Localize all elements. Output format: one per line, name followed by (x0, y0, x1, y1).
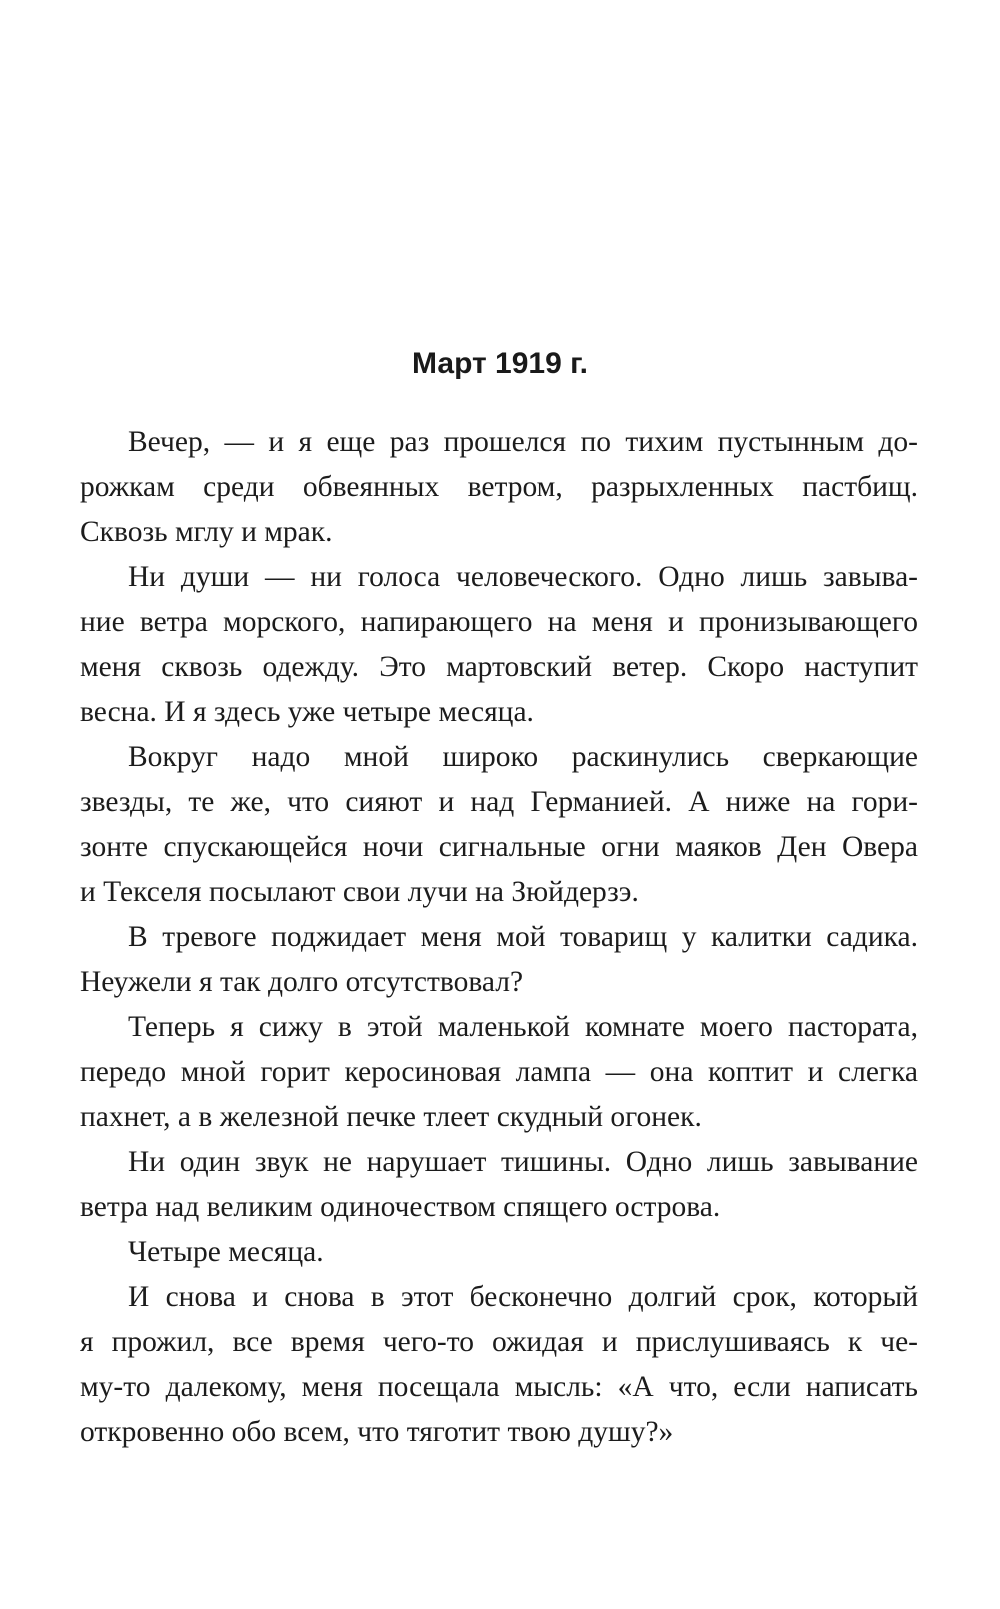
paragraph (80, 1230, 918, 1275)
text-line: передо мной горит керосиновая лампа — она коптит и слегка (80, 1056, 918, 1088)
text-line: Вокруг надо мной широко раскинулись сверкающие (128, 741, 918, 773)
text-line: И снова и снова в этот бесконечно долгий срок, который (128, 1281, 918, 1313)
text-line: меня сквозь одежду. Это мартовский ветер. Скоро наступит (80, 651, 918, 683)
text-line: Вечер, — и я еще раз прошелся по тихим пустынным до- (128, 426, 918, 458)
text-line: рожкам среди обвеянных ветром, разрыхленных пастбищ. (80, 471, 918, 503)
text-line: и Текселя посылают свои лучи на Зюйдерзэ. (80, 876, 639, 908)
text-line: Ни один звук не нарушает тишины. Одно лишь завывание (128, 1146, 918, 1178)
paragraph (80, 915, 918, 1005)
text-line: Четыре месяца. (128, 1236, 324, 1268)
paragraph (80, 420, 918, 555)
text-line: Неужели я так долго отсутствовал? (80, 966, 524, 998)
text-line: му-то далекому, меня посещала мысль: «А что, если написать (80, 1371, 918, 1403)
text-line: весна. И я здесь уже четыре месяца. (80, 696, 534, 728)
paragraph (80, 555, 918, 735)
paragraph (80, 1275, 918, 1455)
text-line: Ни души — ни голоса человеческого. Одно лишь завыва- (128, 561, 918, 593)
paragraph (80, 735, 918, 915)
text-line: откровенно обо всем, что тяготит твою душу?» (80, 1416, 674, 1448)
text-line: пахнет, а в железной печке тлеет скудный огонек. (80, 1101, 702, 1133)
text-line: Теперь я сижу в этой маленькой комнате моего пастората, (128, 1011, 918, 1043)
text-line: В тревоге поджидает меня мой товарищ у калитки садика. (128, 921, 918, 953)
chapter-heading: Март 1919 г. (412, 347, 588, 380)
paragraph (80, 1140, 918, 1230)
body-text (80, 420, 918, 1455)
text-line: ветра над великим одиночеством спящего острова. (80, 1191, 721, 1223)
text-line: зонте спускающейся ночи сигнальные огни маяков Ден Овера (80, 831, 918, 863)
paragraph (80, 1005, 918, 1140)
text-line: ние ветра морского, напирающего на меня и пронизывающего (80, 606, 918, 638)
text-line: звезды, те же, что сияют и над Германией. А ниже на гори- (80, 786, 918, 818)
text-line: я прожил, все время чего-то ожидая и прислушиваясь к че- (80, 1326, 918, 1358)
text-line: Сквозь мглу и мрак. (80, 516, 333, 548)
